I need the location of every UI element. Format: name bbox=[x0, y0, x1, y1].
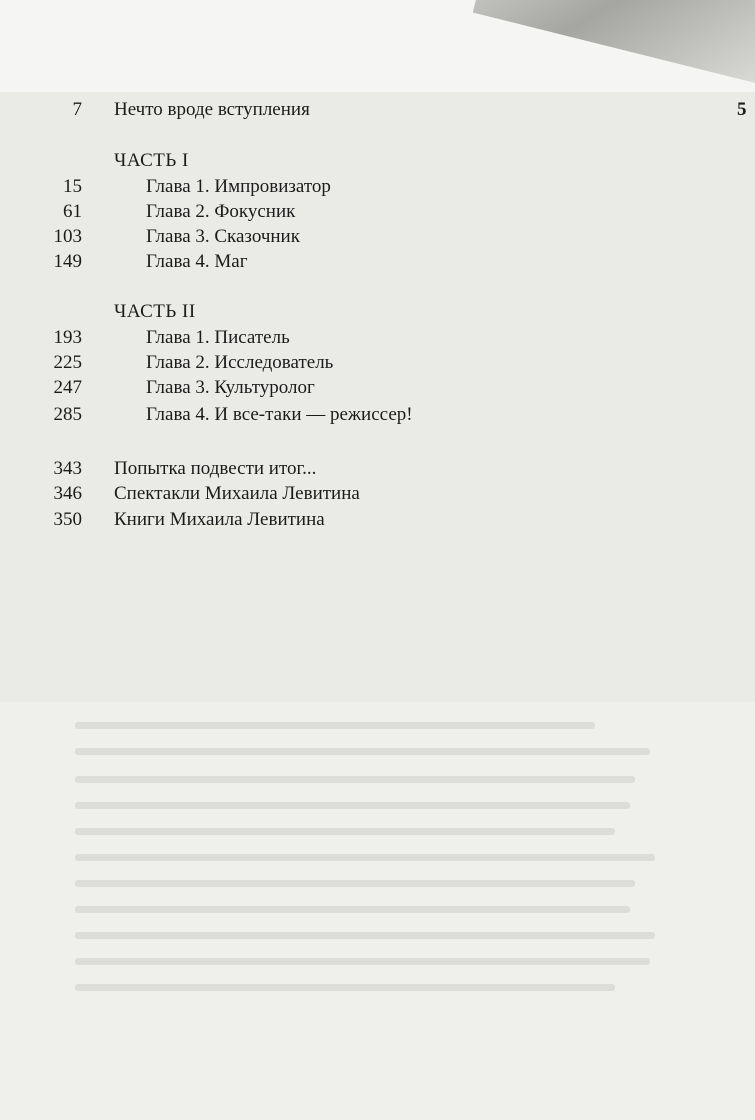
part-heading-1: ЧАСТЬ I bbox=[114, 150, 189, 171]
toc-page-number: 193 bbox=[53, 327, 82, 348]
toc-entry bbox=[0, 402, 700, 428]
toc-entry bbox=[0, 174, 700, 200]
toc-entry bbox=[0, 325, 700, 351]
toc-entry-title: Глава 1. Импровизатор bbox=[146, 176, 331, 197]
toc-page-number: 346 bbox=[53, 483, 82, 504]
toc-page-number: 285 bbox=[53, 404, 82, 425]
toc-page-number: 103 bbox=[53, 226, 82, 247]
toc-entry-title: Глава 2. Фокусник bbox=[146, 201, 296, 222]
toc-entry-title: Глава 4. И все-таки — режиссер! bbox=[146, 404, 413, 425]
toc-entry-title: Глава 3. Культуролог bbox=[146, 377, 315, 398]
toc-page-number: 225 bbox=[53, 352, 82, 373]
toc-entry bbox=[0, 199, 700, 225]
toc-entry-title: Глава 2. Исследователь bbox=[146, 352, 334, 373]
toc-entry-title: Нечто вроде вступления bbox=[114, 99, 310, 120]
toc-entry-title: Глава 3. Сказочник bbox=[146, 226, 300, 247]
toc-entry bbox=[0, 481, 700, 507]
toc-page-number: 149 bbox=[53, 251, 82, 272]
toc-entry-title: Глава 1. Писатель bbox=[146, 327, 290, 348]
toc-entry bbox=[0, 249, 700, 275]
toc-page-number: 350 bbox=[53, 509, 82, 530]
toc-entry bbox=[0, 224, 700, 250]
part-heading-2: ЧАСТЬ II bbox=[114, 301, 196, 322]
page-number: 5 bbox=[737, 99, 747, 120]
toc-entry bbox=[0, 375, 700, 401]
toc-page-number: 7 bbox=[72, 99, 82, 120]
toc-page-number: 343 bbox=[53, 458, 82, 479]
toc-entry-intro bbox=[0, 97, 700, 123]
toc-page-number: 61 bbox=[63, 201, 82, 222]
corner-photo-fragment bbox=[473, 0, 755, 85]
toc-entry bbox=[0, 507, 700, 533]
toc-entry-title: Книги Михаила Левитина bbox=[114, 509, 325, 530]
toc-entry bbox=[0, 456, 700, 482]
toc-entry-title: Глава 4. Маг bbox=[146, 251, 248, 272]
toc-entry bbox=[0, 350, 700, 376]
toc-page-number: 247 bbox=[53, 377, 82, 398]
toc-entry-title: Спектакли Михаила Левитина bbox=[114, 483, 360, 504]
toc-page-number: 15 bbox=[63, 176, 82, 197]
toc-entry-title: Попытка подвести итог... bbox=[114, 458, 317, 479]
